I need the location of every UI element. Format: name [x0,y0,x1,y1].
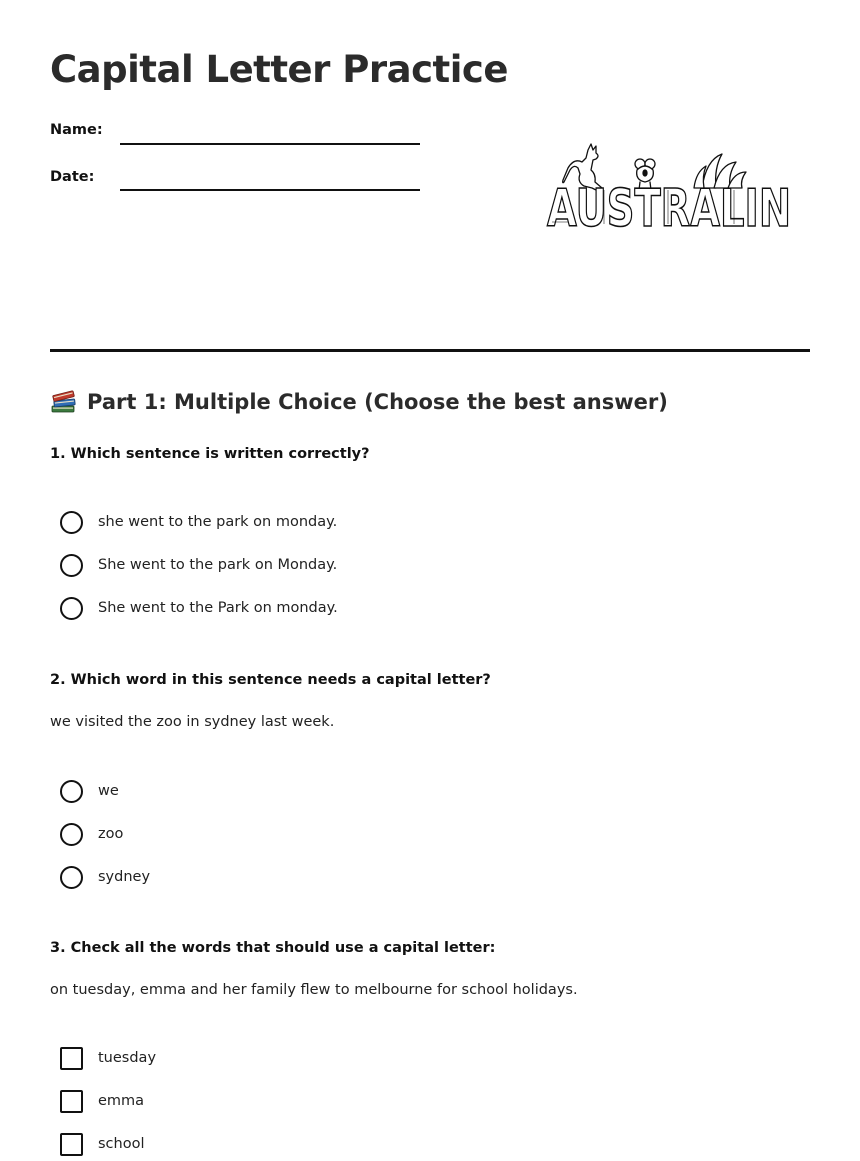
option-label: school [98,1136,145,1152]
option-label: tuesday [98,1050,157,1066]
option-label: She went to the park on Monday. [98,557,338,573]
q1-option-1[interactable] [60,510,337,534]
radio-button[interactable] [60,511,83,534]
part1-title: Part 1: Multiple Choice (Choose the best answer) [87,390,668,414]
date-field[interactable] [120,189,420,191]
question-3-sentence: on tuesday, emma and her family flew to melbourne for school holidays. [50,982,578,998]
question-3: 3. Check all the words that should use a capital letter: [50,940,496,956]
checkbox[interactable] [60,1047,83,1070]
option-label: emma [98,1093,145,1109]
logo-text: AUSTRALIN [547,179,791,239]
option-label: She went to the Park on monday. [98,600,338,616]
question-2: 2. Which word in this sentence needs a capital letter? [50,672,491,688]
part1-heading [50,389,668,415]
date-label: Date: [50,169,95,185]
q3-option-2[interactable] [60,1089,144,1113]
option-label: she went to the park on monday. [98,514,338,530]
q2-option-2[interactable] [60,822,123,846]
q3-option-1[interactable] [60,1046,156,1070]
radio-button[interactable] [60,823,83,846]
option-label: we [98,783,119,799]
radio-button[interactable] [60,780,83,803]
page-title: Capital Letter Practice [50,48,508,91]
section-divider [50,349,810,352]
books-icon [50,389,78,415]
q3-option-3[interactable] [60,1132,145,1156]
q1-option-3[interactable] [60,596,338,620]
option-label: zoo [98,826,124,842]
radio-button[interactable] [60,597,83,620]
radio-button[interactable] [60,866,83,889]
q1-option-2[interactable] [60,553,337,577]
question-2-sentence: we visited the zoo in sydney last week. [50,714,335,730]
name-field[interactable] [120,143,420,145]
name-label: Name: [50,122,103,138]
q2-option-3[interactable] [60,865,150,889]
q2-option-1[interactable] [60,779,119,803]
checkbox[interactable] [60,1133,83,1156]
option-label: sydney [98,869,151,885]
checkbox[interactable] [60,1090,83,1113]
australia-logo [544,140,794,239]
question-1: 1. Which sentence is written correctly? [50,446,370,462]
radio-button[interactable] [60,554,83,577]
